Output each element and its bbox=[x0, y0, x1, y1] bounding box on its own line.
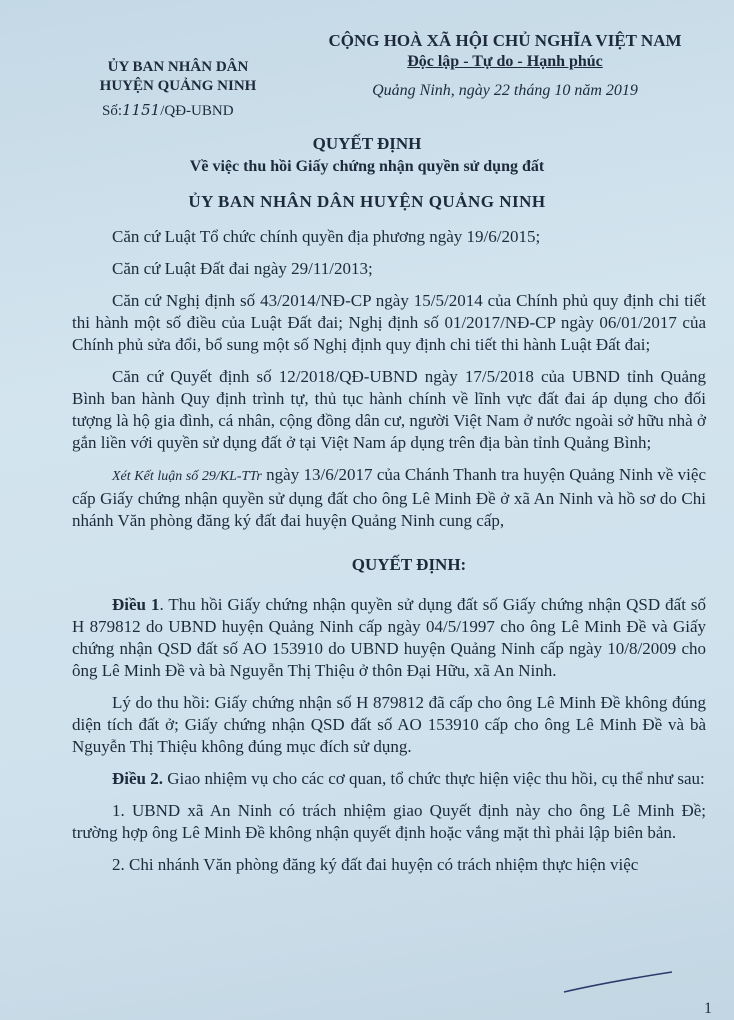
article-2-text: Giao nhiệm vụ cho các cơ quan, tổ chức thực hiện việc thu hồi, cụ thể như sau: bbox=[163, 769, 705, 788]
document-type: QUYẾT ĐỊNH bbox=[312, 134, 422, 153]
issuing-authority-block bbox=[78, 58, 278, 121]
org-line-2: HUYỆN QUẢNG NINH bbox=[99, 78, 257, 94]
article-2 bbox=[72, 768, 706, 790]
org-line-1: ỦY BAN NHÂN DÂN bbox=[107, 59, 249, 75]
preamble-4: Căn cứ Quyết định số 12/2018/QĐ-UBND ngày 17/5/2018 của UBND tỉnh Quảng Bình ban hành Quy định trình tự, thủ tục hành chính về lĩnh vực đất đai áp dụng cho đối tượng là hộ gia đình, cá nhân, cộng đồng dân cư, người Việt Nam ở nước ngoài sở hữu nhà ở gắn liền với quyền sử dụng đất ở tại Việt Nam áp dụng trên địa bàn tỉnh Quảng Bình; bbox=[72, 367, 706, 452]
decision-heading: QUYẾT ĐỊNH: bbox=[351, 555, 467, 574]
article-1 bbox=[72, 594, 706, 682]
article-2-item-2: 2. Chi nhánh Văn phòng đăng ký đất đai huyện có trách nhiệm thực hiện việc bbox=[112, 855, 639, 874]
national-header bbox=[300, 30, 710, 101]
article-2-item-1: 1. UBND xã An Ninh có trách nhiệm giao Quyết định này cho ông Lê Minh Đề; trường hợp ông Lê Minh Đề không nhận quyết định hoặc vắng mặt thì phải lập biên bản. bbox=[72, 801, 706, 842]
article-1-label: Điều 1 bbox=[112, 595, 160, 614]
consideration-lead: Xét Kết luận số 29/KL-TTr bbox=[112, 469, 262, 484]
article-1-text: . Thu hồi Giấy chứng nhận quyền sử dụng đất số Giấy chứng nhận QSD đất số H 879812 do UBND huyện Quảng Ninh cấp ngày 04/5/1997 cho ông Lê Minh Đề và Giấy chứng nhận QSD đất số AO 153910 do UBND huyện Quảng Ninh cấp ngày 10/8/2009 cho ông Lê Minh Đề và bà Nguyễn Thị Thiệu ở thôn Đại Hữu, xã An Ninh. bbox=[72, 595, 707, 680]
number-prefix: Số: bbox=[102, 103, 123, 119]
ink-mark bbox=[560, 966, 680, 1002]
article-2-label: Điều 2. bbox=[112, 769, 163, 788]
number-handwritten: 1151 bbox=[122, 101, 161, 119]
document-subject: Về việc thu hồi Giấy chứng nhận quyền sử dụng đất bbox=[189, 158, 545, 175]
consideration bbox=[72, 464, 706, 532]
consideration-text: ngày 13/6/2017 của Chánh Thanh tra huyện Quảng Ninh về việc cấp Giấy chứng nhận quyền sử dụng đất cho ông Lê Minh Đề ở xã An Ninh và hồ sơ do Chi nhánh Văn phòng đăng ký đất đai huyện Quảng Ninh cung cấp, bbox=[72, 465, 706, 530]
issue-date: Quảng Ninh, ngày 22 tháng 10 năm 2019 bbox=[372, 82, 638, 99]
document-body bbox=[72, 226, 706, 886]
nation-name: CỘNG HOÀ XÃ HỘI CHỦ NGHĨA VIỆT NAM bbox=[328, 31, 682, 50]
preamble-2: Căn cứ Luật Đất đai ngày 29/11/2013; bbox=[112, 259, 373, 278]
national-motto: Độc lập - Tự do - Hạnh phúc bbox=[407, 53, 603, 70]
issuing-authority: ỦY BAN NHÂN DÂN HUYỆN QUẢNG NINH bbox=[188, 192, 546, 211]
page-number: 1 bbox=[704, 1000, 712, 1017]
number-suffix: /QĐ-UBND bbox=[160, 103, 234, 119]
article-1-reason: Lý do thu hồi: Giấy chứng nhận số H 879812 đã cấp cho ông Lê Minh Đề không đúng diện tích đất ở; Giấy chứng nhận QSD đất số AO 153910 cấp cho ông Lê Minh Đề và bà Nguyễn Thị Thiệu không đúng mục đích sử dụng. bbox=[72, 693, 706, 756]
preamble-3: Căn cứ Nghị định số 43/2014/NĐ-CP ngày 15/5/2014 của Chính phủ quy định chi tiết thi hành một số điều của Luật Đất đai; Nghị định số 01/2017/NĐ-CP ngày 06/01/2017 của Chính phủ sửa đổi, bổ sung một số Nghị định quy định chi tiết thi hành Luật Đất đai; bbox=[72, 291, 706, 354]
document-number bbox=[78, 101, 278, 121]
preamble-1: Căn cứ Luật Tổ chức chính quyền địa phương ngày 19/6/2015; bbox=[112, 227, 541, 246]
